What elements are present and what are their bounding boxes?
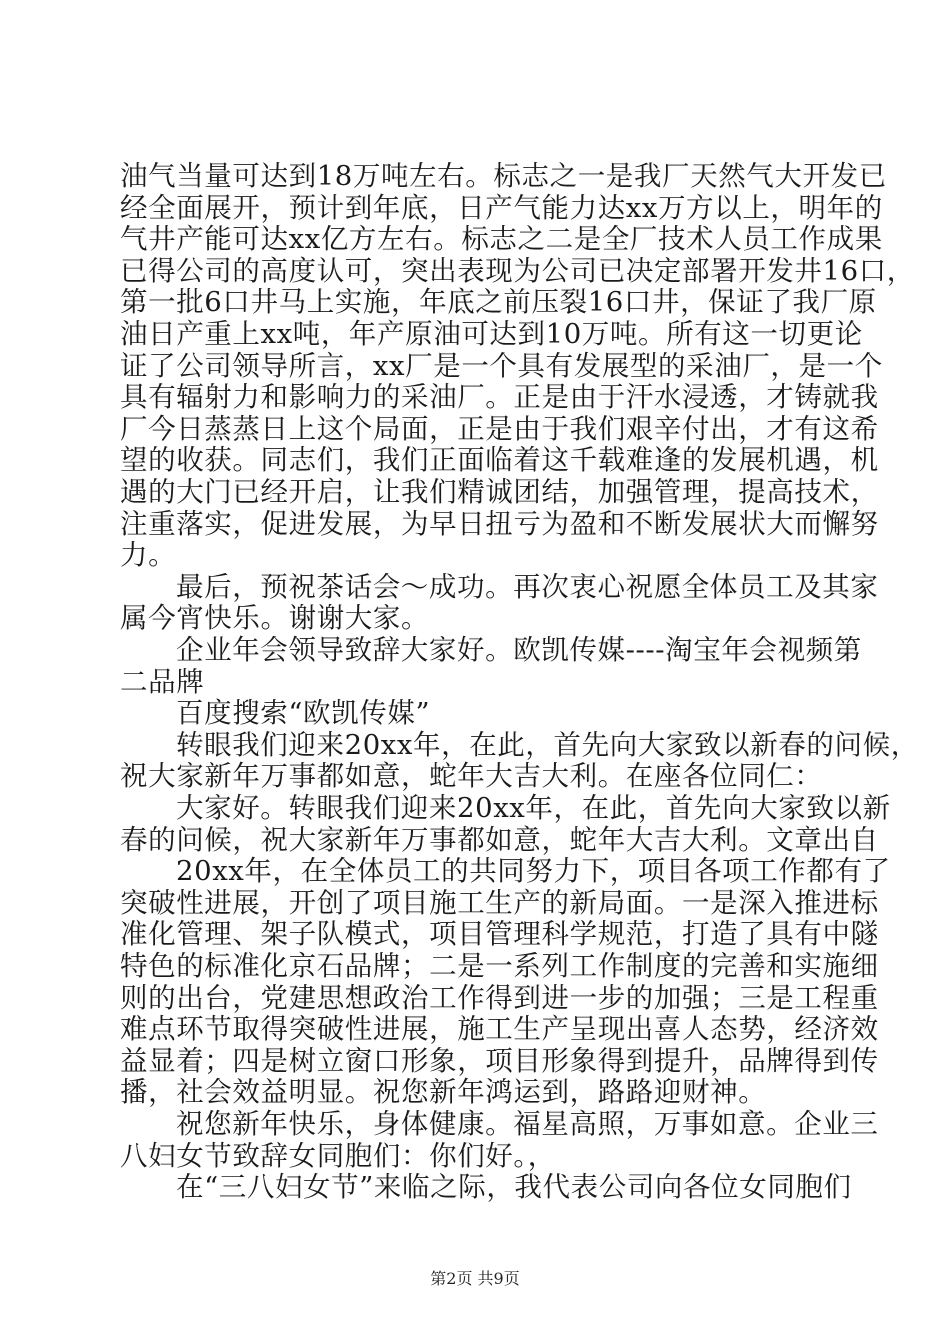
text-line: 20xx年，在全体员工的共同努力下，项目各项工作都有了 (176, 855, 891, 888)
text-line: 企业年会领导致辞大家好。欧凯传媒----淘宝年会视频第 (176, 634, 862, 666)
text-line: 第一批6口井马上实施，年底之前压裂16口井，保证了我厂原 (120, 286, 877, 319)
text-line: 二品牌 (120, 665, 205, 698)
text-line: 注重落实，促进发展，为早日扭亏为盈和不断发展状大而懈努 (120, 507, 879, 540)
text-line: 难点环节取得突破性进展，施工生产呈现出喜人态势，经济效 (120, 1013, 879, 1046)
text-line: 属今宵快乐。谢谢大家。 (120, 602, 430, 635)
text-line: 厂今日蒸蒸日上这个局面，正是由于我们艰辛付出，才有这希 (120, 412, 879, 445)
page-number-footer: 第2页 共9页 (430, 1269, 520, 1288)
text-line: 祝您新年快乐，身体健康。福星高照，万事如意。企业三 (176, 1108, 879, 1140)
text-line: 遇的大门已经开启，让我们精诚团结，加强管理，提高技术， (120, 476, 879, 508)
text-line: 在“三八妇女节”来临之际，我代表公司向各位女同胞们 (176, 1171, 852, 1204)
text-line: 特色的标准化京石品牌；二是一系列工作制度的完善和实施细 (120, 950, 879, 982)
text-line: 力。 (120, 539, 177, 572)
text-line: 具有辐射力和影响力的采油厂。正是由于汗水浸透，才铸就我 (120, 381, 879, 414)
text-line: 益显着；四是树立窗口形象，项目形象得到提升，品牌得到传 (120, 1044, 879, 1077)
text-line: 百度搜索“欧凯传媒” (176, 697, 431, 730)
text-line: 播，社会效益明显。祝您新年鸿运到，路路迎财神。 (120, 1076, 767, 1109)
text-line: 气井产能可达xx亿方左右。标志之二是全厂技术人员工作成果 (120, 223, 883, 256)
text-line: 证了公司领导所言，xx厂是一个具有发展型的采油厂，是一个 (120, 349, 883, 382)
text-line: 八妇女节致辞女同胞们：你们好。， (120, 1139, 556, 1172)
text-line: 祝大家新年万事都如意，蛇年大吉大利。在座各位同仁： (120, 760, 823, 793)
text-line: 望的收获。同志们，我们正面临着这千载难逢的发展机遇，机 (120, 444, 879, 477)
text-line: 则的出台，党建思想政治工作得到进一步的加强；三是工程重 (120, 981, 879, 1014)
text-line: 突破性进展，开创了项目施工生产的新局面。一是深入推进标 (120, 886, 879, 919)
text-line: 油气当量可达到18万吨左右。标志之一是我厂天然气大开发已 (120, 160, 887, 192)
text-line: 油日产重上xx吨，年产原油可达到10万吨。所有这一切更论 (120, 318, 863, 350)
text-line: 已得公司的高度认可，突出表现为公司已决定部署开发井16口， (120, 254, 915, 287)
text-line: 最后，预祝茶话会～成功。再次衷心祝愿全体员工及其家 (176, 570, 879, 603)
text-line: 准化管理、架子队模式，项目管理科学规范，打造了具有中隧 (120, 918, 879, 951)
text-line: 经全面展开，预计到年底，日产气能力达xx万方以上，明年的 (120, 191, 883, 224)
text-line: 春的问候，祝大家新年万事都如意，蛇年大吉大利。文章出自 (120, 823, 879, 856)
text-line: 大家好。转眼我们迎来20xx年，在此，首先向大家致以新 (176, 792, 891, 824)
text-line: 转眼我们迎来20xx年，在此，首先向大家致以新春的问候， (176, 728, 919, 761)
